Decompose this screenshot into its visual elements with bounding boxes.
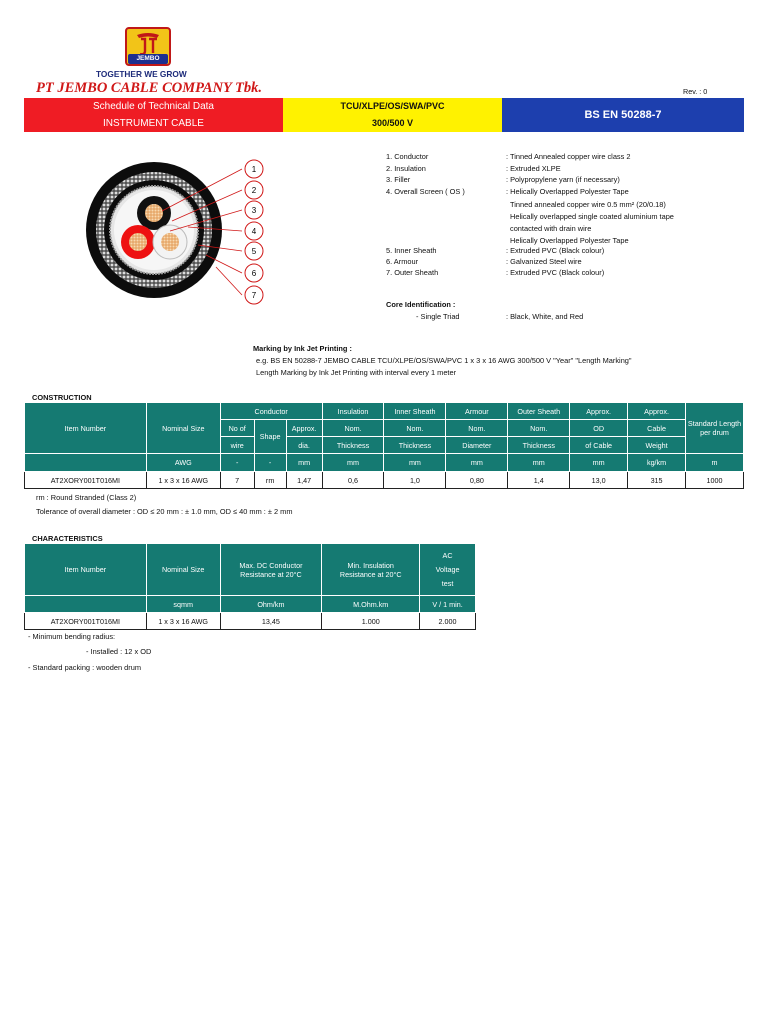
table-cell: 13,45 — [220, 613, 322, 630]
spec-label-conductor: 1. Conductor — [386, 152, 429, 161]
table-cell: 315 — [628, 472, 686, 489]
table-cell: 13,0 — [570, 472, 628, 489]
callout-5: 5 — [251, 247, 257, 256]
marking-example: e.g. BS EN 50288-7 JEMBO CABLE TCU/XLPE/OS/SWA/PVC 1 x 3 x 16 AWG 300/500 V "Year" "Length Marking" — [256, 356, 632, 365]
col-header-insulation-resistance: Min. Insulation Resistance at 20°C — [322, 544, 420, 596]
col-header-inner-thickness: Thickness — [384, 437, 446, 454]
unit-cell: V / 1 min. — [420, 596, 476, 613]
unit-cell — [25, 596, 147, 613]
unit-cell: - — [220, 454, 254, 472]
col-header-item-number: Item Number — [25, 544, 147, 596]
unit-cell: mm — [384, 454, 446, 472]
unit-cell — [25, 454, 147, 472]
col-header-wire: wire — [220, 437, 254, 454]
logo-wordmark: JEMBO — [128, 54, 168, 64]
characteristics-title: CHARACTERISTICS — [32, 534, 103, 543]
table-cell: 7 — [220, 472, 254, 489]
spec-value-overall-screen: : Helically Overlapped Polyester Tape — [506, 187, 629, 196]
callout-2: 2 — [251, 186, 257, 195]
col-header-nominal-size: Nominal Size — [146, 544, 220, 596]
spec-label-armour: 6. Armour — [386, 257, 419, 266]
construction-table — [24, 402, 744, 489]
col-header-weight: Weight — [628, 437, 686, 454]
col-header-nominal-size: Nominal Size — [146, 403, 220, 454]
core-identification-value: : Black, White, and Red — [506, 312, 584, 321]
table-cell: 1 x 3 x 16 AWG — [146, 472, 220, 489]
voltage-line: Voltage — [435, 564, 460, 574]
unit-cell: sqmm — [146, 596, 220, 613]
unit-cell: mm — [508, 454, 570, 472]
col-header-ac-voltage — [420, 544, 476, 596]
table-cell: 2.000 — [420, 613, 476, 630]
marking-heading: Marking by Ink Jet Printing : — [253, 344, 352, 353]
callout-6: 6 — [251, 269, 257, 278]
spec-value-conductor: : Tinned Annealed copper wire class 2 — [506, 152, 631, 161]
spec-label-outer-sheath: 7. Outer Sheath — [386, 268, 439, 277]
callout-4: 4 — [251, 227, 257, 236]
core-identification-heading: Core Identification : — [386, 300, 456, 309]
revision-label: Rev. : 0 — [683, 87, 708, 96]
document-title: Schedule of Technical Data — [92, 101, 214, 112]
col-header-dia: dia. — [286, 437, 322, 454]
marking-interval: Length Marking by Ink Jet Printing with interval every 1 meter — [256, 368, 457, 377]
spec-value-screen-wire: Tinned annealed copper wire 0.5 mm² (20/0.18) — [510, 200, 666, 209]
spec-label-insulation: 2. Insulation — [386, 164, 426, 173]
unit-cell: mm — [286, 454, 322, 472]
col-header-armour-nom: Nom. — [446, 420, 508, 437]
construction-note-tolerance: Tolerance of overall diameter : OD ≤ 20 mm : ± 1.0 mm, OD ≤ 40 mm : ± 2 mm — [36, 507, 293, 516]
spec-value-insulation: : Extruded XLPE — [506, 164, 561, 173]
col-header-of-cable: of Cable — [570, 437, 628, 454]
callout-7: 7 — [251, 291, 257, 300]
spec-label-overall-screen: 4. Overall Screen ( OS ) — [386, 187, 465, 196]
spec-value-screen-tape: Helically overlapped single coated aluminium tape — [510, 212, 674, 221]
callout-1: 1 — [251, 165, 257, 174]
company-name: PT JEMBO CABLE COMPANY Tbk. — [36, 80, 262, 96]
table-cell: 1 x 3 x 16 AWG — [146, 613, 220, 630]
col-header-item-number: Item Number — [25, 403, 147, 454]
table-cell: 1.000 — [322, 613, 420, 630]
table-cell: rm — [254, 472, 286, 489]
col-header-no-of: No of — [220, 420, 254, 437]
col-header-approx-weight: Approx. — [628, 403, 686, 420]
unit-cell: m — [686, 454, 744, 472]
table-cell: AT2XORY001T016MI — [25, 472, 147, 489]
table-cell: 0,6 — [322, 472, 384, 489]
spec-value-inner-sheath: : Extruded PVC (Black colour) — [506, 246, 605, 255]
col-header-insulation: Insulation — [322, 403, 384, 420]
col-header-od: OD — [570, 420, 628, 437]
table-cell: AT2XORY001T016MI — [25, 613, 147, 630]
spec-value-armour: : Galvanized Steel wire — [506, 257, 582, 266]
spec-label-filler: 3. Filler — [386, 175, 411, 184]
unit-cell: mm — [322, 454, 384, 472]
cable-type-band — [283, 98, 502, 132]
core-identification-label: - Single Triad — [416, 312, 460, 321]
unit-cell: kg/km — [628, 454, 686, 472]
col-header-inner-sheath: Inner Sheath — [384, 403, 446, 420]
col-header-cable: Cable — [628, 420, 686, 437]
test-line: test — [441, 578, 454, 588]
col-header-armour: Armour — [446, 403, 508, 420]
col-header-approx-od: Approx. — [570, 403, 628, 420]
col-header-inner-nom: Nom. — [384, 420, 446, 437]
col-header-armour-diameter: Diameter — [446, 437, 508, 454]
col-header-approx: Approx. — [286, 420, 322, 437]
document-subtitle: INSTRUMENT CABLE — [103, 118, 204, 129]
table-cell: 1,47 — [286, 472, 322, 489]
table-cell: 1000 — [686, 472, 744, 489]
table-row — [25, 472, 744, 489]
document-title-band — [24, 98, 283, 132]
spec-value-filler: : Polypropylene yarn (if necessary) — [506, 175, 620, 184]
col-header-outer-nom: Nom. — [508, 420, 570, 437]
spec-value-outer-sheath: : Extruded PVC (Black colour) — [506, 268, 605, 277]
col-header-standard-length: Standard Length per drum — [686, 403, 744, 454]
spec-value-polyester: Helically Overlapped Polyester Tape — [510, 236, 629, 245]
unit-cell: mm — [570, 454, 628, 472]
spec-label-inner-sheath: 5. Inner Sheath — [386, 246, 437, 255]
unit-cell: Ohm/km — [220, 596, 322, 613]
cable-type: TCU/XLPE/OS/SWA/PVC — [340, 101, 445, 111]
bending-radius-note: - Minimum bending radius: — [28, 632, 116, 641]
table-cell: 0,80 — [446, 472, 508, 489]
construction-note-stranding: rm : Round Stranded (Class 2) — [36, 493, 137, 502]
unit-cell: mm — [446, 454, 508, 472]
col-header-outer-sheath: Outer Sheath — [508, 403, 570, 420]
table-cell: 1,0 — [384, 472, 446, 489]
callout-3: 3 — [251, 206, 257, 215]
col-header-outer-thickness: Thickness — [508, 437, 570, 454]
col-header-insulation-nom: Nom. — [322, 420, 384, 437]
col-header-dc-resistance: Max. DC Conductor Resistance at 20°C — [220, 544, 322, 596]
unit-cell: - — [254, 454, 286, 472]
packing-note: - Standard packing : wooden drum — [28, 663, 141, 672]
standard-band: BS EN 50288-7 — [502, 98, 744, 132]
cable-voltage: 300/500 V — [371, 118, 414, 128]
ac-line: AC — [442, 550, 453, 560]
col-header-insulation-thickness: Thickness — [322, 437, 384, 454]
characteristics-table — [24, 543, 476, 630]
cable-cross-section-diagram — [70, 155, 270, 305]
table-cell: 1,4 — [508, 472, 570, 489]
installed-radius-note: - Installed : 12 x OD — [86, 647, 152, 656]
unit-cell: AWG — [146, 454, 220, 472]
tagline: TOGETHER WE GROW — [96, 69, 187, 79]
spec-value-drain-wire: contacted with drain wire — [510, 224, 592, 233]
unit-cell: M.Ohm.km — [322, 596, 420, 613]
col-header-conductor: Conductor — [220, 403, 322, 420]
table-row — [25, 613, 476, 630]
col-header-shape: Shape — [254, 420, 286, 454]
construction-title: CONSTRUCTION — [32, 393, 92, 402]
